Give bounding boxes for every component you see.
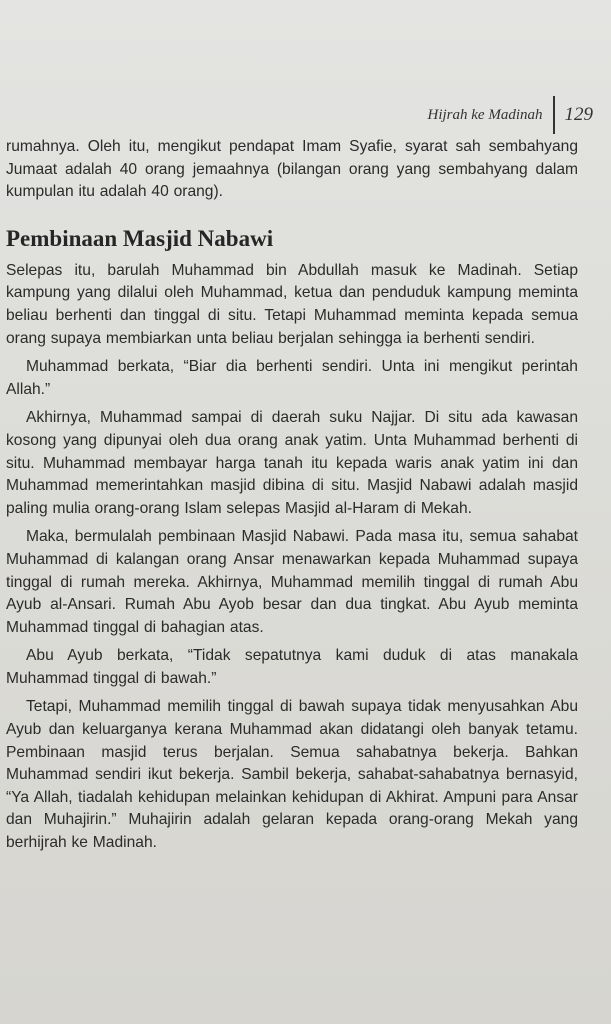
paragraph-1: Selepas itu, barulah Muhammad bin Abdullah masuk ke Madinah. Setiap kampung yang dilalui oleh Muhammad, ketua dan penduduk kampung meminta beliau berhenti dan tinggal di situ. Tetapi Muhammad meminta kepada semua orang supaya membiarkan unta beliau berjalan sehingga ia berhenti sendiri.	[6, 261, 578, 347]
header-divider	[553, 96, 555, 134]
paragraph-2: Muhammad berkata, “Biar dia berhenti sendiri. Unta ini mengikut perintah Allah.”	[6, 358, 578, 398]
continued-paragraph: rumahnya. Oleh itu, mengikut pendapat Imam Syafie, syarat sah sembahyang Jumaat adalah 40 orang jemaahnya (bilangan orang yang sembahyang dalam kumpulan itu adalah 40 orang).	[6, 138, 578, 201]
chapter-title: Hijrah ke Madinah	[427, 106, 543, 123]
paragraph-4: Maka, bermulalah pembinaan Masjid Nabawi. Pada masa itu, semua sahabat Muhammad di kalangan orang Ansar menawarkan kepada Muhammad supaya tinggal di rumah mereka. Akhirnya, Muhammad memilih tinggal di rumah Abu Ayub al-Ansari. Rumah Abu Ayob besar dan dua tingkat. Abu Ayub meminta Muhammad tinggal di bahagian atas.	[6, 528, 578, 636]
paragraph-6: Tetapi, Muhammad memilih tinggal di bawah supaya tidak menyusahkan Abu Ayub dan keluarganya kerana Muhammad akan didatangi oleh banyak tetamu. Pembinaan masjid terus berjalan. Semua sahabatnya bekerja. Bahkan Muhammad sendiri ikut bekerja. Sambil bekerja, sahabat-sahabatnya bernasyid, “Ya Allah, tiadalah kehidupan melainkan kehidupan di Akhirat. Ampuni para Ansar dan Muhajirin.” Muhajirin adalah gelaran kepada orang-orang Mekah yang berhijrah ke Madinah.	[6, 698, 578, 852]
paragraph-5: Abu Ayub berkata, “Tidak sepatutnya kami duduk di atas manakala Muhammad tinggal di bawah.”	[6, 647, 578, 687]
page-body	[6, 136, 578, 855]
section-heading: Pembinaan Masjid Nabawi	[6, 225, 274, 251]
paragraph-3: Akhirnya, Muhammad sampai di daerah suku Najjar. Di situ ada kawasan kosong yang dipunyai oleh dua orang anak yatim. Unta Muhammad berhenti di situ. Muhammad membayar harga tanah itu kepada waris anak yatim ini dan Muhammad memerintahkan masjid dibina di situ. Masjid Nabawi adalah masjid paling mulia orang-orang Islam selepas Masjid al-Haram di Mekah.	[6, 409, 578, 517]
page-number: 129	[564, 104, 593, 125]
running-header	[428, 96, 593, 134]
